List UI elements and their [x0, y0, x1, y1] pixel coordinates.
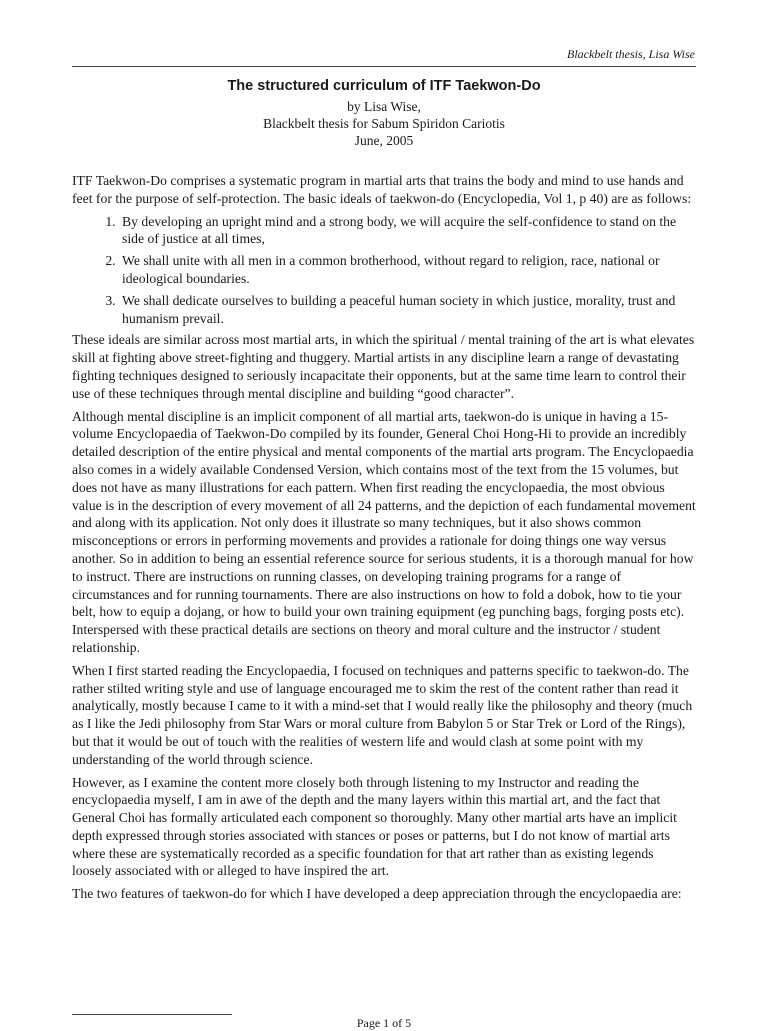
document-title: The structured curriculum of ITF Taekwon-Do — [227, 78, 541, 94]
body-paragraph: The two features of taekwon-do for which I have developed a deep appreciation through the encyclopaedia are: — [72, 886, 682, 902]
footer-rule — [72, 1014, 232, 1015]
ideals-list — [72, 213, 696, 328]
document-body — [72, 172, 696, 908]
body-paragraph: When I first started reading the Encyclopaedia, I focused on techniques and patterns specific to taekwon-do. The rather stilted writing style and use of language encouraged me to skim the rest of the content rather than read it analytically, mostly because I came to it with a mind-set that I would really like the philosophy and theory (much as I like the Jedi philosophy from Star Wars or moral culture from Babylon 5 or Star Trek or Lord of the Rings), but that it would be out of touch with the realities of western life and would clash at some point with my understanding of the world through science. — [72, 662, 693, 767]
page-number: Page 1 of 5 — [356, 1016, 412, 1030]
body-paragraph: These ideals are similar across most martial arts, in which the spiritual / mental training of the art is what elevates skill at fighting above street-fighting and thuggery. Martial artists in any discipline learn a range of devastating fighting techniques designed to seriously incapacitate their opponents, but at the same time learn to control their use of these techniques through mental discipline and building “good character”. — [72, 332, 695, 401]
byline: by Lisa Wise, — [347, 99, 421, 114]
title-block — [72, 78, 696, 149]
ideal-item: 1. By developing an upright mind and a strong body, we will acquire the self-confidence to stand on the side of justice at all times, — [119, 213, 696, 249]
ideal-item: 3. We shall dedicate ourselves to building a peaceful human society in which justice, morality, trust and humanism prevail. — [119, 292, 696, 328]
thesis-line: Blackbelt thesis for Sabum Spiridon Cariotis — [263, 116, 505, 131]
body-paragraph: Although mental discipline is an implicit component of all martial arts, taekwon-do is unique in having a 15-volume Encyclopaedia of Taekwon-Do compiled by its founder, General Choi Hong-Hi to provide an incredibly detailed description of the entire physical and mental components of the martial arts program. The Encyclopaedia also comes in a widely available Condensed Version, which contains most of the text from the 15 volumes, but does not have as many illustrations for each pattern. When first reading the encyclopaedia, the most obvious value is in the description of every movement of all 24 patterns, and the depiction of each fundamental movement and along with its application. Not only does it illustrate so many techniques, but it also shows common misconceptions or errors in performing movements and provides a rationale for doing things one way versus another. So in addition to being an essential reference source for serious students, it is a thorough manual for how to instruct. There are instructions on running classes, on developing training programs for a range of circumstances and for running tournaments. There are also instructions on how to fold a dobok, how to tie your belt, how to equip a dojang, or how to build your own training equipment (eg punching bags, forging posts etc). Interspersed with these practical details are sections on theory and moral culture and the instructor / student relationship. — [72, 408, 696, 655]
date: June, 2005 — [354, 133, 414, 148]
ideal-item: 2. We shall unite with all men in a common brotherhood, without regard to religion, race, national or ideological boundaries. — [119, 252, 696, 288]
running-header: Blackbelt thesis, Lisa Wise — [567, 47, 695, 61]
header-rule — [72, 66, 696, 67]
intro-paragraph: ITF Taekwon-Do comprises a systematic program in martial arts that trains the body and mind to use hands and feet for the purpose of self-protection. The basic ideals of taekwon-do (Encyclopedia, Vol 1, p 40) are as follows: — [72, 173, 692, 206]
body-paragraph: However, as I examine the content more closely both through listening to my Instructor and reading the encyclopaedia myself, I am in awe of the depth and the many layers within this martial art, and the fact that General Choi has formally articulated each component so thoroughly. Many other martial arts have an implicit depth expressed through stories associated with stances or poses or patterns, but I do not know of martial arts where these are systematically recorded as a specific foundation for that art rather than as existing legends loosely associated with or alleged to have inspired the art. — [72, 774, 677, 879]
